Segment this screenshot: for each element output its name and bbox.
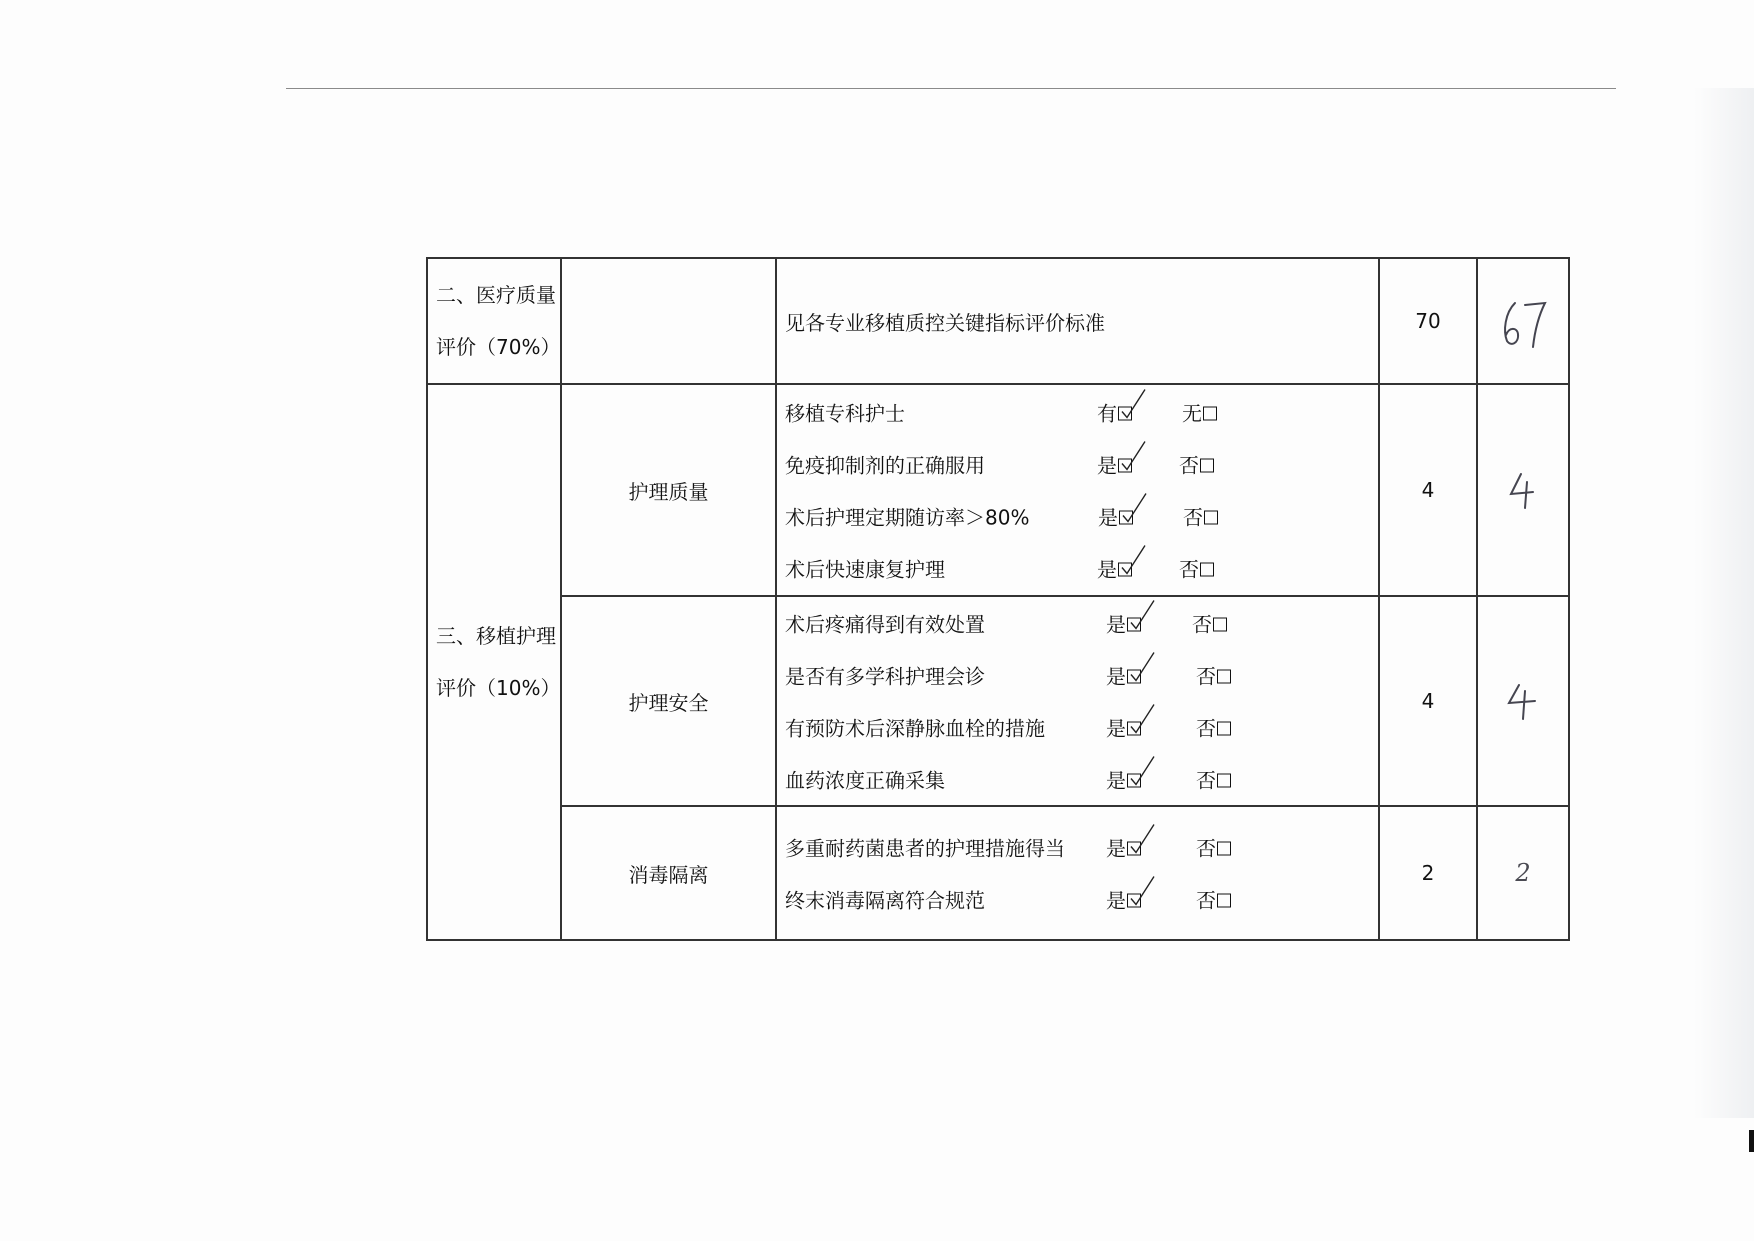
criteria-label: 移植专科护士 — [785, 401, 905, 426]
option-no — [1179, 554, 1214, 583]
criteria-item — [785, 873, 1378, 925]
option-no — [1196, 885, 1231, 914]
criteria-label: 免疫抑制剂的正确服用 — [785, 453, 985, 478]
group-score: 4 — [1421, 689, 1435, 713]
option-yes-label: 是 — [1106, 768, 1126, 793]
group-handwritten-score-cell — [1477, 384, 1569, 596]
section2-row — [427, 258, 1569, 384]
criteria-item — [785, 597, 1378, 649]
option-no-label: 否 — [1196, 888, 1216, 913]
option-yes — [1097, 398, 1132, 427]
yes-checkbox[interactable] — [1119, 511, 1133, 525]
no-checkbox[interactable] — [1200, 563, 1214, 577]
option-yes-label: 是 — [1106, 836, 1126, 861]
yes-checkbox[interactable] — [1118, 563, 1132, 577]
option-yes-label: 是 — [1106, 888, 1126, 913]
option-yes-label: 是 — [1106, 612, 1126, 637]
group-name-cell — [561, 384, 776, 596]
option-yes-label: 有 — [1097, 401, 1117, 426]
checkmark-icon — [1130, 823, 1156, 855]
option-no-label: 否 — [1179, 557, 1199, 582]
yes-checkbox[interactable] — [1118, 459, 1132, 473]
option-no-label: 无 — [1182, 401, 1202, 426]
option-no-label: 否 — [1196, 768, 1216, 793]
option-no-label: 否 — [1192, 612, 1212, 637]
criteria-item — [785, 386, 1378, 438]
group-score-cell — [1379, 596, 1477, 806]
group-criteria-cell — [776, 384, 1379, 596]
scan-edge-mark — [1749, 1130, 1754, 1152]
criteria-label: 术后疼痛得到有效处置 — [785, 612, 985, 637]
option-yes — [1098, 502, 1133, 531]
section3-title-line1: 三、移植护理 — [436, 624, 556, 648]
section2-score: 70 — [1415, 309, 1441, 333]
evaluation-table — [426, 257, 1570, 941]
criteria-item — [785, 701, 1378, 753]
checkmark-icon — [1130, 599, 1156, 631]
option-no — [1192, 609, 1227, 638]
group-handwritten-score — [1503, 468, 1543, 512]
criteria-item — [785, 490, 1378, 542]
group-handwritten-score — [1503, 679, 1543, 723]
checkmark-icon — [1130, 755, 1156, 787]
option-no — [1196, 765, 1231, 794]
group-name: 消毒隔离 — [628, 862, 709, 887]
scan-edge-shadow — [1694, 88, 1754, 1118]
checkmark-icon — [1130, 703, 1156, 735]
yes-checkbox[interactable] — [1127, 842, 1141, 856]
section3-title-line2: 评价（10%） — [436, 676, 561, 700]
group-name-cell — [561, 806, 776, 940]
group-name-cell — [561, 596, 776, 806]
group-disinfection-row — [427, 806, 1569, 940]
checkmark-icon — [1130, 875, 1156, 907]
section2-criteria: 见各专业移植质控关键指标评价标准 — [785, 310, 1105, 335]
section2-handwritten-score-cell — [1477, 258, 1569, 384]
option-yes-label: 是 — [1098, 505, 1118, 530]
section2-title-line1: 二、医疗质量 — [436, 283, 556, 307]
no-checkbox[interactable] — [1217, 842, 1231, 856]
option-yes-label: 是 — [1097, 453, 1117, 478]
group-handwritten-score: 2 — [1515, 859, 1531, 887]
section3-title-cell — [427, 384, 561, 940]
group-score-cell — [1379, 806, 1477, 940]
checkmark-icon — [1121, 388, 1147, 420]
section2-title-line2: 评价（70%） — [436, 335, 561, 359]
group-score: 4 — [1421, 478, 1435, 502]
no-checkbox[interactable] — [1200, 459, 1214, 473]
yes-checkbox[interactable] — [1118, 407, 1132, 421]
no-checkbox[interactable] — [1217, 670, 1231, 684]
no-checkbox[interactable] — [1213, 618, 1227, 632]
no-checkbox[interactable] — [1217, 774, 1231, 788]
option-no-label: 否 — [1196, 716, 1216, 741]
option-no-label: 否 — [1183, 505, 1203, 530]
option-no — [1196, 833, 1231, 862]
criteria-item — [785, 542, 1378, 594]
criteria-label: 术后快速康复护理 — [785, 557, 945, 582]
option-no — [1179, 450, 1214, 479]
option-no-label: 否 — [1179, 453, 1199, 478]
group-handwritten-score-cell — [1477, 596, 1569, 806]
checkmark-icon — [1121, 544, 1147, 576]
page-top-rule — [286, 88, 1616, 89]
section2-score-cell — [1379, 258, 1477, 384]
group-nursing-safety-row — [427, 596, 1569, 806]
option-yes-label: 是 — [1106, 664, 1126, 689]
option-yes — [1106, 713, 1141, 742]
no-checkbox[interactable] — [1217, 722, 1231, 736]
no-checkbox[interactable] — [1204, 511, 1218, 525]
yes-checkbox[interactable] — [1127, 618, 1141, 632]
checkmark-icon — [1121, 440, 1147, 472]
option-yes — [1106, 609, 1141, 638]
group-handwritten-score-cell — [1477, 806, 1569, 940]
option-no — [1182, 398, 1217, 427]
criteria-label: 血药浓度正确采集 — [785, 768, 945, 793]
option-yes — [1106, 661, 1141, 690]
group-nursing-quality-row — [427, 384, 1569, 596]
criteria-item — [785, 821, 1378, 873]
checkmark-icon — [1130, 651, 1156, 683]
option-yes — [1097, 554, 1132, 583]
section2-title-cell — [427, 258, 561, 384]
option-yes — [1106, 833, 1141, 862]
option-yes-label: 是 — [1106, 716, 1126, 741]
no-checkbox[interactable] — [1203, 407, 1217, 421]
yes-checkbox[interactable] — [1127, 670, 1141, 684]
yes-checkbox[interactable] — [1127, 774, 1141, 788]
yes-checkbox[interactable] — [1127, 894, 1141, 908]
group-score-cell — [1379, 384, 1477, 596]
group-criteria-cell — [776, 596, 1379, 806]
option-yes — [1106, 885, 1141, 914]
option-no-label: 否 — [1196, 836, 1216, 861]
group-name: 护理质量 — [628, 479, 709, 504]
section2-handwritten-score — [1493, 291, 1553, 351]
criteria-label: 多重耐药菌患者的护理措施得当 — [785, 836, 1065, 861]
option-no — [1196, 661, 1231, 690]
option-yes-label: 是 — [1097, 557, 1117, 582]
no-checkbox[interactable] — [1217, 894, 1231, 908]
group-criteria-cell — [776, 806, 1379, 940]
criteria-label: 终末消毒隔离符合规范 — [785, 888, 985, 913]
yes-checkbox[interactable] — [1127, 722, 1141, 736]
criteria-label: 有预防术后深静脉血栓的措施 — [785, 716, 1045, 741]
option-no-label: 否 — [1196, 664, 1216, 689]
group-name: 护理安全 — [628, 690, 709, 715]
criteria-label: 术后护理定期随访率＞80% — [785, 505, 1030, 530]
option-no — [1183, 502, 1218, 531]
section2-criteria-cell — [776, 258, 1379, 384]
criteria-item — [785, 649, 1378, 701]
criteria-item — [785, 438, 1378, 490]
option-yes — [1106, 765, 1141, 794]
group-score: 2 — [1421, 861, 1435, 885]
section2-sub-cell — [561, 258, 776, 384]
option-yes — [1097, 450, 1132, 479]
criteria-label: 是否有多学科护理会诊 — [785, 664, 985, 689]
criteria-item — [785, 753, 1378, 805]
checkmark-icon — [1122, 492, 1148, 524]
option-no — [1196, 713, 1231, 742]
